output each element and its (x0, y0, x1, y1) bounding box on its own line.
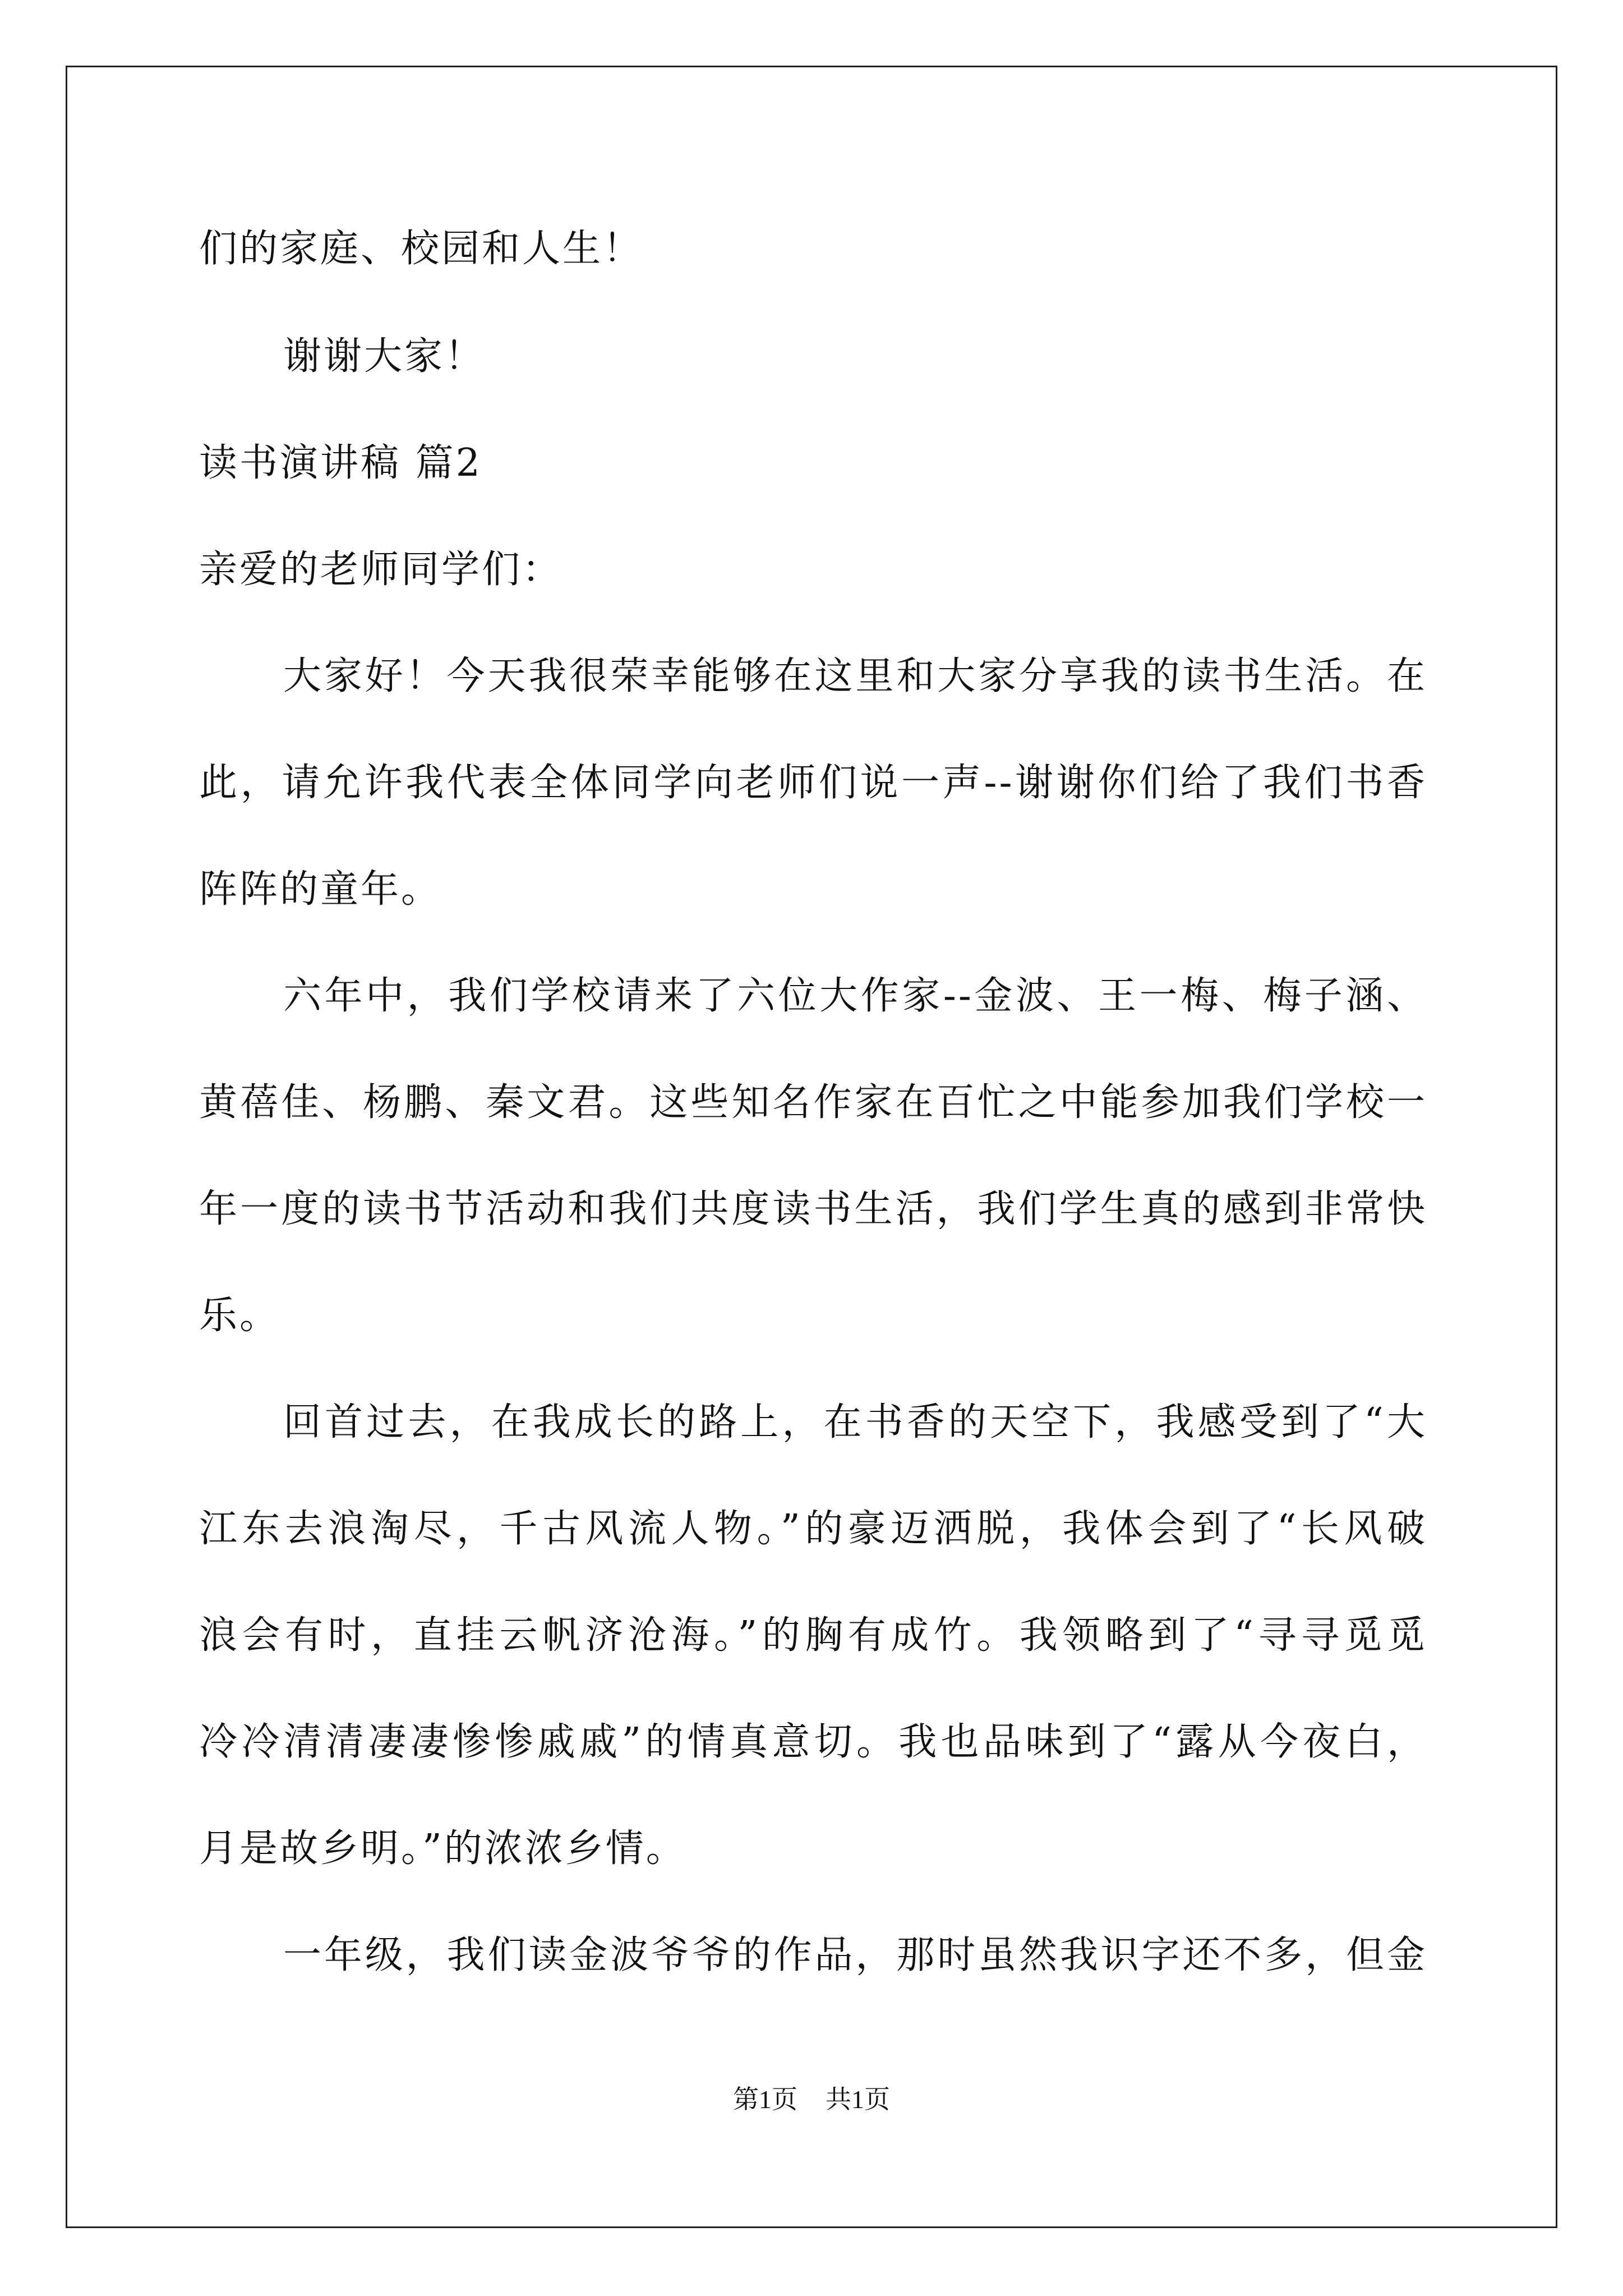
salutation: 亲爱的老师同学们： (199, 547, 563, 592)
text-line: 阵阵的童年。 (199, 867, 442, 912)
text-line: 冷冷清清凄凄惨惨戚戚”的情真意切。我也品味到了“露从今夜白， (199, 1720, 1427, 1764)
text-line: 谢谢大家！ (283, 334, 486, 379)
text-line: 大家好！今天我很荣幸能够在这里和大家分享我的读书生活。在 (283, 654, 1427, 698)
page-border (66, 66, 1557, 2228)
page-footer (0, 2087, 1623, 2113)
text-line: 此，请允许我代表全体同学向老师们说一声--谢谢你们给了我们书香 (199, 761, 1427, 805)
text-line: 们的家庭、校园和人生！ (199, 227, 644, 271)
text-line: 乐。 (199, 1294, 280, 1338)
text-line: 江东去浪淘尽，千古风流人物。”的豪迈洒脱，我体会到了“长风破 (199, 1507, 1427, 1551)
text-line: 黄蓓佳、杨鹏、秦文君。这些知名作家在百忙之中能参加我们学校一 (199, 1080, 1427, 1125)
text-line: 六年中，我们学校请来了六位大作家--金波、王一梅、梅子涵、 (283, 974, 1427, 1018)
text-line: 浪会有时，直挂云帆济沧海。”的胸有成竹。我领略到了“寻寻觅觅 (199, 1613, 1427, 1658)
text-line: 月是故乡明。”的浓浓乡情。 (199, 1826, 686, 1871)
section-heading: 读书演讲稿 篇2 (199, 441, 482, 485)
text-line: 回首过去，在我成长的路上，在书香的天空下，我感受到了“大 (283, 1400, 1427, 1444)
text-line: 年一度的读书节活动和我们共度读书生活，我们学生真的感到非常快 (199, 1187, 1427, 1231)
page-number: 第1页 (733, 2085, 797, 2114)
page-total: 共1页 (826, 2085, 890, 2114)
text-line: 一年级，我们读金波爷爷的作品，那时虽然我识字还不多，但金 (283, 1933, 1427, 1977)
